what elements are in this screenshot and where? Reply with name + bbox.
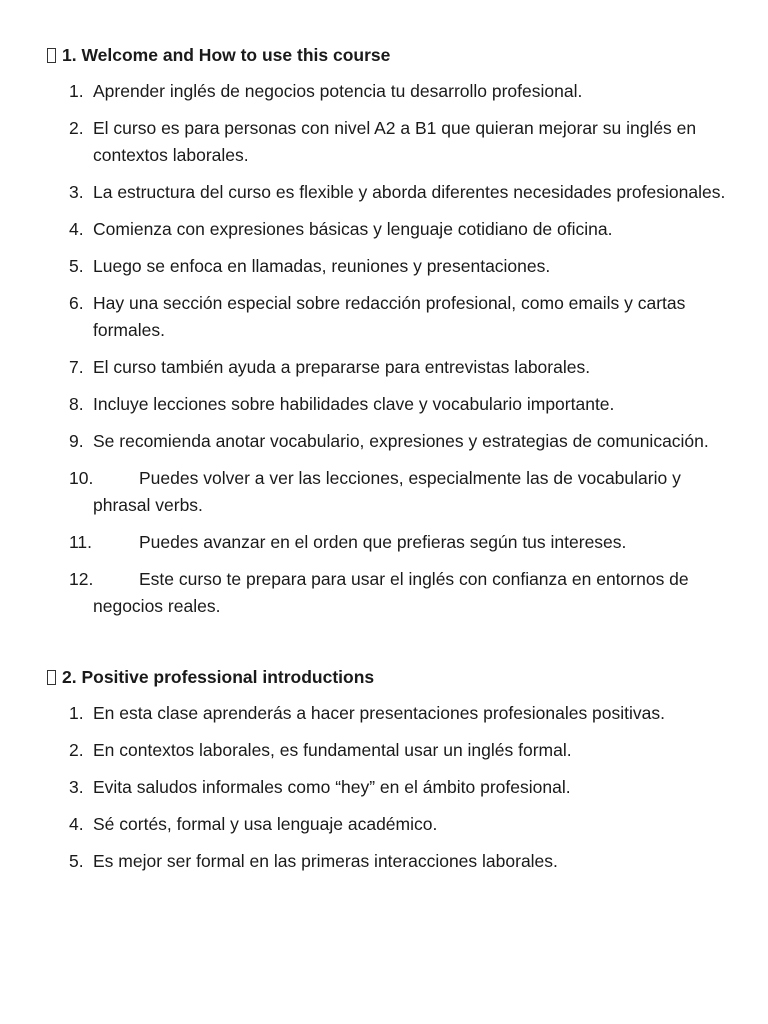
list-item — [47, 774, 728, 801]
list-item — [47, 290, 728, 344]
list-item — [47, 216, 728, 243]
list-item-text: Aprender inglés de negocios potencia tu desarrollo profesional. — [93, 81, 583, 101]
list-item-text: La estructura del curso es flexible y aborda diferentes necesidades profesionales. — [93, 182, 726, 202]
list-item-number: 1. — [69, 703, 84, 723]
list-item-text: El curso también ayuda a prepararse para entrevistas laborales. — [93, 357, 591, 377]
list-item — [47, 179, 728, 206]
numbered-list — [47, 700, 728, 875]
list-item — [47, 465, 728, 519]
list-item — [47, 354, 728, 381]
list-item-text: Es mejor ser formal en las primeras interacciones laborales. — [93, 851, 558, 871]
list-item-text: Comienza con expresiones básicas y lenguaje cotidiano de oficina. — [93, 219, 613, 239]
list-item-number: 5. — [69, 851, 84, 871]
missing-glyph-icon — [47, 670, 56, 685]
list-item-number: 2. — [69, 118, 84, 138]
list-item-number: 2. — [69, 740, 84, 760]
list-item-number: 6. — [69, 293, 84, 313]
list-item — [47, 428, 728, 455]
list-item-text: Evita saludos informales como “hey” en el ámbito profesional. — [93, 777, 571, 797]
list-item-number: 8. — [69, 394, 84, 414]
list-item-number: 3. — [69, 777, 84, 797]
list-item-text: Hay una sección especial sobre redacción profesional, como emails y cartas formales. — [93, 293, 686, 340]
section-2 — [47, 664, 728, 875]
list-item-number: 10. — [69, 468, 94, 488]
list-item — [47, 529, 728, 556]
list-item — [47, 848, 728, 875]
section-1 — [47, 42, 728, 620]
list-item-text: El curso es para personas con nivel A2 a B1 que quieran mejorar su inglés en contextos laborales. — [93, 118, 697, 165]
list-item-number: 4. — [69, 814, 84, 834]
list-item — [47, 391, 728, 418]
list-item-text: En esta clase aprenderás a hacer presentaciones profesionales positivas. — [93, 703, 666, 723]
list-item-text: Puedes volver a ver las lecciones, especialmente las de vocabulario y phrasal verbs. — [93, 468, 681, 515]
section-heading — [47, 42, 728, 68]
list-item — [47, 811, 728, 838]
list-item — [47, 737, 728, 764]
list-item-number: 11. — [69, 532, 93, 552]
section-heading — [47, 664, 728, 690]
list-item-number: 7. — [69, 357, 84, 377]
list-item-text: Incluye lecciones sobre habilidades clave y vocabulario importante. — [93, 394, 615, 414]
list-item — [47, 78, 728, 105]
list-item-text: Luego se enfoca en llamadas, reuniones y presentaciones. — [93, 256, 551, 276]
list-item-text: Este curso te prepara para usar el inglés con confianza en entornos de negocios reales. — [93, 569, 689, 616]
section-heading-text: 2. Positive professional introductions — [62, 667, 375, 687]
list-item-number: 9. — [69, 431, 84, 451]
list-item — [47, 566, 728, 620]
list-item-number: 1. — [69, 81, 84, 101]
list-item-text: Se recomienda anotar vocabulario, expresiones y estrategias de comunicación. — [93, 431, 709, 451]
list-item-number: 3. — [69, 182, 84, 202]
list-item — [47, 115, 728, 169]
list-item-number: 4. — [69, 219, 84, 239]
list-item — [47, 253, 728, 280]
list-item-number: 5. — [69, 256, 84, 276]
list-item-text: Sé cortés, formal y usa lenguaje académico. — [93, 814, 438, 834]
list-item-text: Puedes avanzar en el orden que prefieras según tus intereses. — [139, 532, 627, 552]
numbered-list — [47, 78, 728, 620]
list-item-number: 12. — [69, 569, 94, 589]
list-item — [47, 700, 728, 727]
document-body — [47, 42, 728, 875]
section-heading-text: 1. Welcome and How to use this course — [62, 45, 391, 65]
missing-glyph-icon — [47, 48, 56, 63]
list-item-text: En contextos laborales, es fundamental usar un inglés formal. — [93, 740, 572, 760]
